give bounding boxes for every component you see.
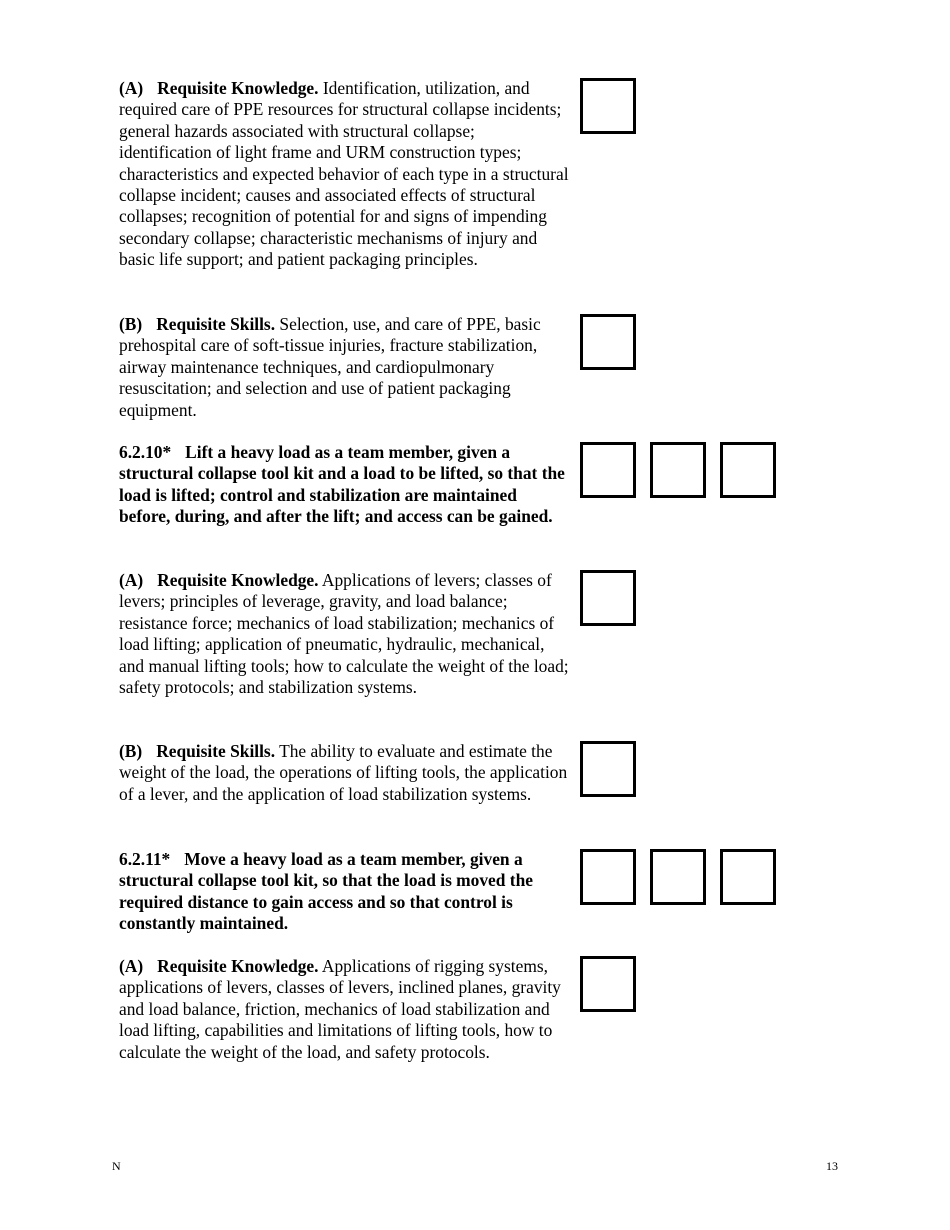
section-6-2-10-heading (119, 442, 569, 528)
checkbox[interactable] (580, 442, 636, 498)
item-label: (A) (119, 78, 144, 98)
item-label: (A) (119, 570, 144, 590)
section-a-knowledge-ppe (119, 78, 569, 271)
checkbox[interactable] (580, 570, 636, 626)
item-label: (A) (119, 956, 144, 976)
checkbox[interactable] (720, 442, 776, 498)
checkbox[interactable] (580, 314, 636, 370)
section-number: 6.2.10* (119, 442, 172, 462)
checkbox[interactable] (580, 78, 636, 134)
item-label: (B) (119, 741, 143, 761)
item-lead: Requisite Knowledge. (157, 570, 319, 590)
section-text: Lift a heavy load as a team member, given a structural collapse tool kit and a load to be lifted, so that the load is lifted; control and stabilization are maintained before, during, and after the lift; and access can be gained. (119, 442, 565, 527)
checkbox[interactable] (650, 442, 706, 498)
section-6-2-11-heading (119, 849, 569, 935)
item-text: Selection, use, and care of PPE, basic prehospital care of soft-tissue injuries, fracture stabilization, airway maintenance techniques, and cardiopulmonary resuscitation; and selection and use of patient packaging equipment. (119, 314, 541, 420)
section-number: 6.2.11* (119, 849, 171, 869)
section-b-skills-estimate (119, 741, 569, 805)
item-lead: Requisite Knowledge. (157, 956, 319, 976)
item-text: Applications of rigging systems, applications of levers, classes of levers, inclined planes, gravity and load balance, friction, mechanics of load stabilization and load lifting, capabilities and limitations of lifting tools, how to calculate the weight of the load, and safety protocols. (119, 956, 561, 1062)
checkbox[interactable] (580, 741, 636, 797)
item-text: The ability to evaluate and estimate the weight of the load, the operations of lifting tools, the application of a lever, and the application of load stabilization systems. (119, 741, 568, 804)
item-lead: Requisite Knowledge. (157, 78, 319, 98)
section-a-knowledge-levers (119, 570, 569, 698)
item-lead: Requisite Skills. (156, 741, 276, 761)
section-a-knowledge-rigging (119, 956, 569, 1063)
footer-left-mark: N (112, 1159, 121, 1173)
checkbox[interactable] (580, 849, 636, 905)
checkbox[interactable] (650, 849, 706, 905)
item-text: Identification, utilization, and required care of PPE resources for structural collapse incidents; general hazards associated with structural collapse; identification of light frame and URM construction types; characteristics and expected behavior of each type in a structural collapse incident; causes and associated effects of structural collapses; recognition of potential for and signs of impending secondary collapse; characteristic mechanisms of injury and basic life support; and patient packaging principles. (119, 78, 569, 270)
item-text: Applications of levers; classes of levers; principles of leverage, gravity, and load balance; resistance force; mechanics of load stabilization; mechanics of load lifting; application of pneumatic, hydraulic, mechanical, and manual lifting tools; how to calculate the weight of the load; safety protocols; and stabilization systems. (119, 570, 569, 698)
item-lead: Requisite Skills. (156, 314, 276, 334)
checkbox[interactable] (720, 849, 776, 905)
item-label: (B) (119, 314, 143, 334)
section-text: Move a heavy load as a team member, given a structural collapse tool kit, so that the load is moved the required distance to gain access and so that control is constantly maintained. (119, 849, 533, 934)
section-b-skills-ppe (119, 314, 569, 421)
checkbox[interactable] (580, 956, 636, 1012)
page-number: 13 (826, 1159, 838, 1173)
